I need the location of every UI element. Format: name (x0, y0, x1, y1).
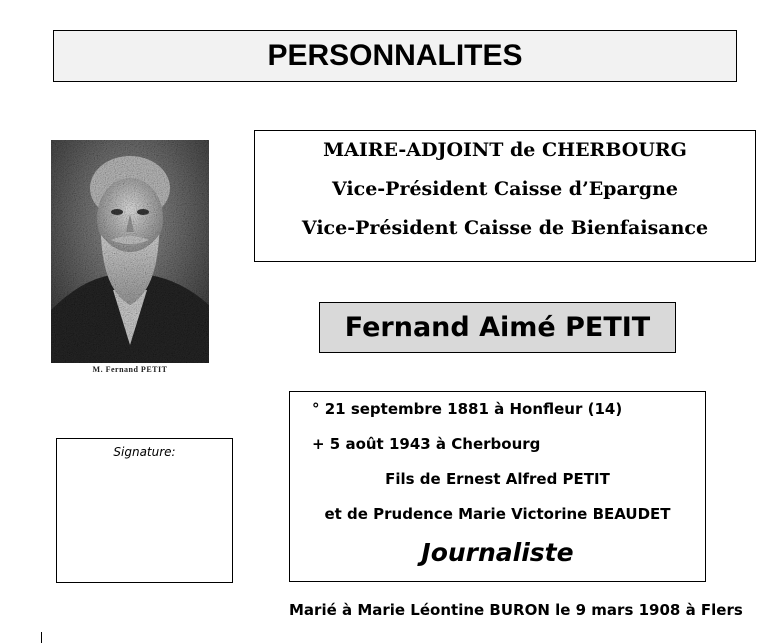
death-info: + 5 août 1943 à Cherbourg (312, 435, 541, 453)
signature-label: Signature: (113, 445, 176, 459)
mother-info: et de Prudence Marie Victorine BEAUDET (324, 505, 671, 523)
marriage-info: Marié à Marie Léontine BURON le 9 mars 1908 à Flers (289, 601, 743, 619)
person-name: Fernand Aimé PETIT (344, 312, 651, 343)
role-line: MAIRE-ADJOINT de CHERBOURG (323, 139, 687, 161)
profession: Journaliste (421, 538, 574, 567)
margin-mark (41, 632, 42, 643)
page-title: PERSONNALITES (267, 39, 523, 72)
name-box (319, 302, 676, 353)
portrait-image (51, 140, 209, 363)
signature-box (56, 438, 233, 583)
roles-box (254, 130, 756, 262)
bio-box (289, 391, 706, 582)
role-line: Vice-Président Caisse de Bienfaisance (301, 217, 709, 239)
role-line: Vice-Président Caisse d’Epargne (332, 178, 678, 200)
father-info: Fils de Ernest Alfred PETIT (385, 470, 610, 488)
portrait-caption: M. Fernand PETIT (92, 365, 168, 374)
title-box (53, 30, 737, 82)
birth-info: ° 21 septembre 1881 à Honfleur (14) (312, 400, 623, 418)
portrait-photo (51, 140, 209, 363)
